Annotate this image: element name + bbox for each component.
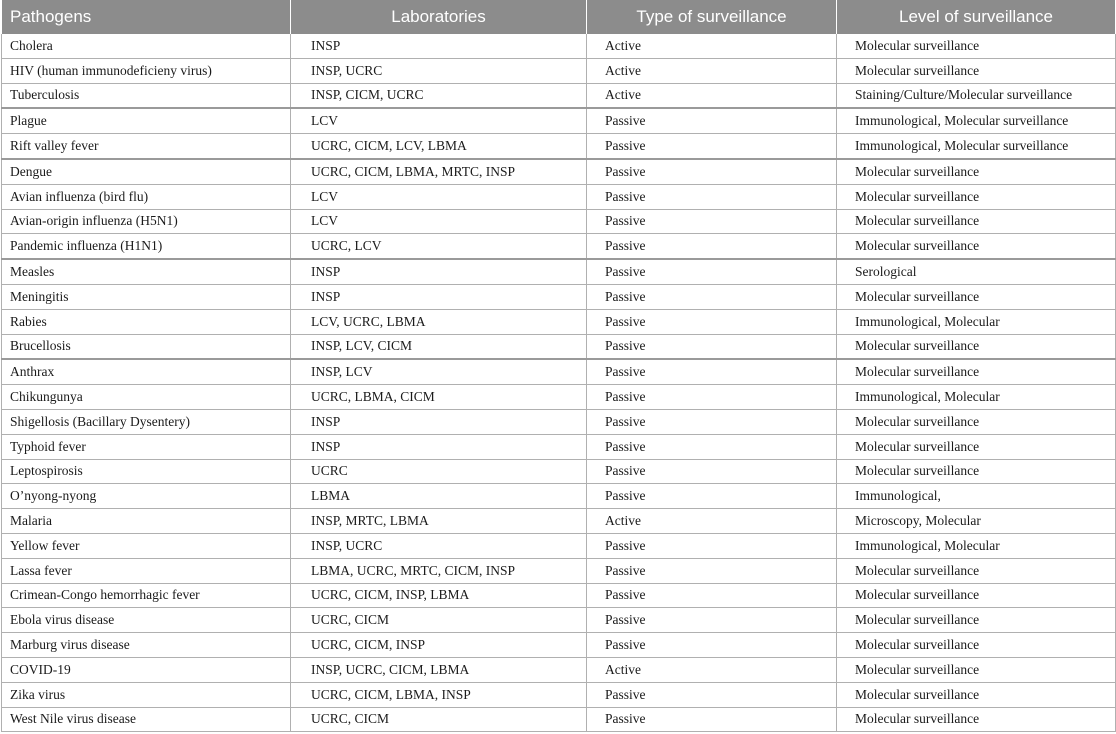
- pathogen-cell: Typhoid fever: [2, 434, 291, 459]
- type-cell: Passive: [587, 583, 837, 608]
- table-row: [2, 108, 1116, 133]
- type-cell: Passive: [587, 134, 837, 159]
- laboratories-cell: LCV, UCRC, LBMA: [291, 309, 587, 334]
- surveillance-table: [1, 0, 1116, 732]
- type-cell: Passive: [587, 234, 837, 259]
- pathogen-cell: COVID-19: [2, 657, 291, 682]
- pathogen-cell: Avian influenza (bird flu): [2, 184, 291, 209]
- type-cell: Active: [587, 657, 837, 682]
- level-cell: Molecular surveillance: [837, 58, 1116, 83]
- pathogen-cell: Ebola virus disease: [2, 608, 291, 633]
- header-pathogens: Pathogens: [2, 0, 291, 34]
- laboratories-cell: UCRC, LCV: [291, 234, 587, 259]
- table-row: [2, 159, 1116, 184]
- table-row: [2, 657, 1116, 682]
- laboratories-cell: LCV: [291, 184, 587, 209]
- type-cell: Passive: [587, 633, 837, 658]
- level-cell: Molecular surveillance: [837, 633, 1116, 658]
- type-cell: Passive: [587, 184, 837, 209]
- laboratories-cell: UCRC, CICM: [291, 608, 587, 633]
- laboratories-cell: LBMA, UCRC, MRTC, CICM, INSP: [291, 558, 587, 583]
- type-cell: Passive: [587, 682, 837, 707]
- level-cell: Staining/Culture/Molecular surveillance: [837, 83, 1116, 108]
- level-cell: Molecular surveillance: [837, 284, 1116, 309]
- table-row: [2, 608, 1116, 633]
- type-cell: Passive: [587, 484, 837, 509]
- pathogen-cell: HIV (human immunodeficieny virus): [2, 58, 291, 83]
- level-cell: Molecular surveillance: [837, 682, 1116, 707]
- laboratories-cell: UCRC, CICM, LBMA, INSP: [291, 682, 587, 707]
- level-cell: Molecular surveillance: [837, 34, 1116, 58]
- type-cell: Active: [587, 34, 837, 58]
- pathogen-cell: Marburg virus disease: [2, 633, 291, 658]
- level-cell: Molecular surveillance: [837, 558, 1116, 583]
- laboratories-cell: INSP, UCRC: [291, 533, 587, 558]
- table-row: [2, 234, 1116, 259]
- level-cell: Immunological, Molecular surveillance: [837, 134, 1116, 159]
- pathogen-cell: Pandemic influenza (H1N1): [2, 234, 291, 259]
- pathogen-cell: Meningitis: [2, 284, 291, 309]
- pathogen-cell: Brucellosis: [2, 334, 291, 359]
- type-cell: Passive: [587, 359, 837, 384]
- pathogen-cell: Dengue: [2, 159, 291, 184]
- pathogen-cell: Lassa fever: [2, 558, 291, 583]
- level-cell: Immunological, Molecular: [837, 309, 1116, 334]
- laboratories-cell: UCRC, CICM, LCV, LBMA: [291, 134, 587, 159]
- table-row: [2, 558, 1116, 583]
- level-cell: Molecular surveillance: [837, 459, 1116, 484]
- laboratories-cell: LCV: [291, 108, 587, 133]
- type-cell: Passive: [587, 385, 837, 410]
- pathogen-cell: Zika virus: [2, 682, 291, 707]
- table-row: [2, 434, 1116, 459]
- level-cell: Molecular surveillance: [837, 434, 1116, 459]
- type-cell: Passive: [587, 284, 837, 309]
- type-cell: Passive: [587, 608, 837, 633]
- laboratories-cell: INSP: [291, 259, 587, 284]
- level-cell: Molecular surveillance: [837, 707, 1116, 732]
- level-cell: Serological: [837, 259, 1116, 284]
- type-cell: Passive: [587, 159, 837, 184]
- type-cell: Passive: [587, 409, 837, 434]
- level-cell: Immunological, Molecular: [837, 385, 1116, 410]
- level-cell: Molecular surveillance: [837, 159, 1116, 184]
- type-cell: Passive: [587, 334, 837, 359]
- table-row: [2, 509, 1116, 534]
- laboratories-cell: UCRC, CICM: [291, 707, 587, 732]
- header-row: [2, 0, 1116, 34]
- laboratories-cell: INSP, LCV: [291, 359, 587, 384]
- pathogen-cell: Leptospirosis: [2, 459, 291, 484]
- level-cell: Molecular surveillance: [837, 657, 1116, 682]
- laboratories-cell: LBMA: [291, 484, 587, 509]
- level-cell: Molecular surveillance: [837, 184, 1116, 209]
- pathogen-cell: Cholera: [2, 34, 291, 58]
- table-row: [2, 334, 1116, 359]
- table-row: [2, 83, 1116, 108]
- table-row: [2, 309, 1116, 334]
- type-cell: Active: [587, 83, 837, 108]
- table-header: [2, 0, 1116, 34]
- header-laboratories: Laboratories: [291, 0, 587, 34]
- level-cell: Immunological, Molecular surveillance: [837, 108, 1116, 133]
- laboratories-cell: UCRC, CICM, INSP: [291, 633, 587, 658]
- header-type-of-surveillance: Type of surveillance: [587, 0, 837, 34]
- type-cell: Passive: [587, 259, 837, 284]
- table-row: [2, 633, 1116, 658]
- pathogen-cell: Yellow fever: [2, 533, 291, 558]
- type-cell: Passive: [587, 558, 837, 583]
- laboratories-cell: INSP: [291, 434, 587, 459]
- table-row: [2, 209, 1116, 234]
- laboratories-cell: INSP, MRTC, LBMA: [291, 509, 587, 534]
- pathogen-cell: Chikungunya: [2, 385, 291, 410]
- laboratories-cell: UCRC, CICM, INSP, LBMA: [291, 583, 587, 608]
- laboratories-cell: INSP: [291, 284, 587, 309]
- pathogen-cell: Tuberculosis: [2, 83, 291, 108]
- table-row: [2, 682, 1116, 707]
- pathogen-cell: Anthrax: [2, 359, 291, 384]
- table-row: [2, 583, 1116, 608]
- type-cell: Passive: [587, 108, 837, 133]
- pathogen-cell: O’nyong-nyong: [2, 484, 291, 509]
- table-body: [2, 34, 1116, 732]
- level-cell: Microscopy, Molecular: [837, 509, 1116, 534]
- pathogen-cell: Malaria: [2, 509, 291, 534]
- pathogen-cell: Shigellosis (Bacillary Dysentery): [2, 409, 291, 434]
- type-cell: Passive: [587, 533, 837, 558]
- pathogen-cell: Rift valley fever: [2, 134, 291, 159]
- laboratories-cell: INSP, UCRC: [291, 58, 587, 83]
- type-cell: Active: [587, 509, 837, 534]
- type-cell: Passive: [587, 434, 837, 459]
- laboratories-cell: LCV: [291, 209, 587, 234]
- type-cell: Active: [587, 58, 837, 83]
- type-cell: Passive: [587, 459, 837, 484]
- level-cell: Molecular surveillance: [837, 583, 1116, 608]
- laboratories-cell: INSP: [291, 409, 587, 434]
- table-row: [2, 359, 1116, 384]
- type-cell: Passive: [587, 309, 837, 334]
- type-cell: Passive: [587, 209, 837, 234]
- laboratories-cell: INSP, CICM, UCRC: [291, 83, 587, 108]
- level-cell: Molecular surveillance: [837, 359, 1116, 384]
- level-cell: Immunological, Molecular: [837, 533, 1116, 558]
- type-cell: Passive: [587, 707, 837, 732]
- pathogen-cell: Avian-origin influenza (H5N1): [2, 209, 291, 234]
- table-row: [2, 385, 1116, 410]
- level-cell: Molecular surveillance: [837, 209, 1116, 234]
- laboratories-cell: UCRC, CICM, LBMA, MRTC, INSP: [291, 159, 587, 184]
- level-cell: Molecular surveillance: [837, 409, 1116, 434]
- table-row: [2, 409, 1116, 434]
- level-cell: Molecular surveillance: [837, 334, 1116, 359]
- laboratories-cell: UCRC, LBMA, CICM: [291, 385, 587, 410]
- pathogen-cell: West Nile virus disease: [2, 707, 291, 732]
- pathogen-cell: Rabies: [2, 309, 291, 334]
- table-row: [2, 707, 1116, 732]
- laboratories-cell: INSP, LCV, CICM: [291, 334, 587, 359]
- table-row: [2, 533, 1116, 558]
- level-cell: Molecular surveillance: [837, 608, 1116, 633]
- table-row: [2, 58, 1116, 83]
- table-row: [2, 259, 1116, 284]
- level-cell: Molecular surveillance: [837, 234, 1116, 259]
- pathogen-cell: Crimean-Congo hemorrhagic fever: [2, 583, 291, 608]
- laboratories-cell: UCRC: [291, 459, 587, 484]
- pathogen-cell: Measles: [2, 259, 291, 284]
- laboratories-cell: INSP: [291, 34, 587, 58]
- table-row: [2, 184, 1116, 209]
- table-row: [2, 134, 1116, 159]
- table-row: [2, 484, 1116, 509]
- table-row: [2, 284, 1116, 309]
- table-row: [2, 34, 1116, 58]
- level-cell: Immunological,: [837, 484, 1116, 509]
- laboratories-cell: INSP, UCRC, CICM, LBMA: [291, 657, 587, 682]
- pathogen-cell: Plague: [2, 108, 291, 133]
- table-row: [2, 459, 1116, 484]
- header-level-of-surveillance: Level of surveillance: [837, 0, 1116, 34]
